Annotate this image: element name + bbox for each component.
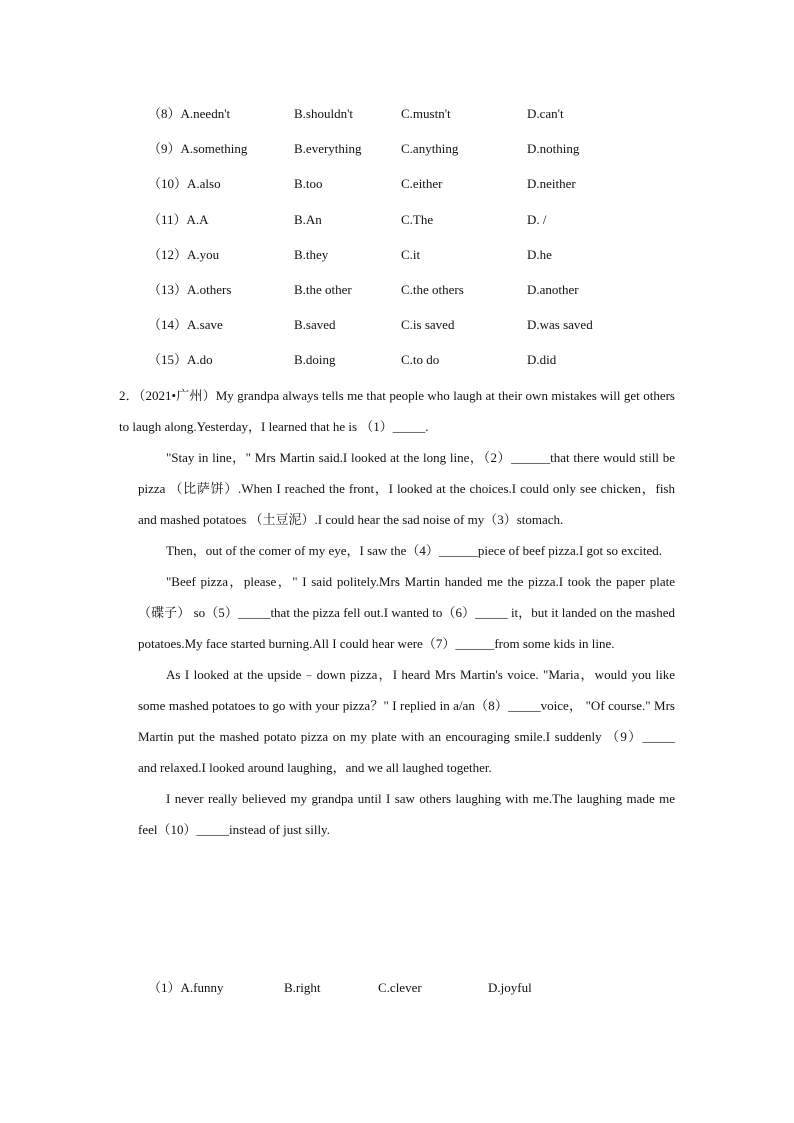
option-number: （14） xyxy=(148,317,188,333)
option-d: D. / xyxy=(527,211,547,227)
option-c: C.is saved xyxy=(401,317,455,333)
option-d: D.nothing xyxy=(527,141,580,157)
option-d: D.another xyxy=(527,281,579,297)
option-a xyxy=(148,174,221,194)
option-row xyxy=(148,315,708,350)
question-2-para-5: As I looked at the upside﹣down pizza，I heard Mrs Martin's voice. "Maria，would you like some mashed potatoes to go with your pizza？" I replied in a/an（8）_____voice， "Of course." Mrs Martin put the mashed potato pizza on my plate with an encouraging smile.I suddenly （9）_____ and relaxed.I looked around laughing，and we all laughed together. xyxy=(138,667,675,775)
option-a-text: A.something xyxy=(180,141,248,157)
option-d: D.neither xyxy=(527,176,576,192)
option-number: （8） xyxy=(148,106,181,121)
option-a xyxy=(148,139,247,159)
question-2-para-6: I never really believed my grandpa until I saw others laughing with me.The laughing made me feel（10）_____instead of just silly. xyxy=(138,791,675,837)
option-b: B.An xyxy=(294,211,322,227)
option-row xyxy=(148,245,708,280)
option-c: C.anything xyxy=(401,141,459,157)
option-number: （11） xyxy=(148,211,187,227)
option-b: B.the other xyxy=(294,281,352,297)
option-c: C.it xyxy=(401,246,421,262)
option-a: （1）A.funny xyxy=(148,980,224,995)
option-a xyxy=(148,315,223,335)
question-2-para-4: "Beef pizza，please，" I said politely.Mrs Martin handed me the pizza.I took the paper plate （碟子） so（5）_____that the pizza fell out.I wanted to（6）_____ it，but it landed on the mashed potatoes.My face started burning.All I could hear were（7）______from some kids in line. xyxy=(138,574,675,651)
option-c: C.mustn't xyxy=(401,106,451,121)
option-row xyxy=(148,139,708,174)
option-b: B.saved xyxy=(294,317,336,333)
option-row xyxy=(148,174,708,209)
question-2 xyxy=(119,380,675,845)
option-a-text: A.also xyxy=(187,176,221,192)
passage-text: My grandpa always tells me that people who laugh at their own mistakes will get others to laugh along.Yesterday，I learned that he is （1）_____. xyxy=(119,388,675,434)
option-c: C.clever xyxy=(378,980,422,995)
option-a xyxy=(148,350,213,370)
option-d: D.joyful xyxy=(488,980,532,995)
question-2-para-2: "Stay in line，" Mrs Martin said.I looked at the long line，（2）______that there would still be pizza （比萨饼）.When I reached the front，I looked at the choices.I could only see chicken，fish and mashed potatoes （土豆泥）.I could hear the sad noise of my（3）stomach. xyxy=(138,450,675,527)
option-number: （9） xyxy=(148,141,181,157)
option-a-text: A.others xyxy=(187,281,232,297)
option-number: （12） xyxy=(148,246,188,262)
option-a xyxy=(148,104,230,124)
option-row xyxy=(148,978,708,1013)
option-number: （13） xyxy=(148,281,188,297)
option-a xyxy=(148,280,231,300)
option-b: B.too xyxy=(294,176,323,192)
question-source: （2021•广州） xyxy=(138,388,216,403)
option-b: B.doing xyxy=(294,352,336,368)
option-row xyxy=(148,210,708,245)
option-c: C.either xyxy=(401,176,443,192)
option-a-text: A.you xyxy=(187,246,220,262)
option-c: C.The xyxy=(401,211,434,227)
option-a-text: A.do xyxy=(187,352,213,368)
option-d: D.did xyxy=(527,352,557,368)
option-c: C.the others xyxy=(401,281,464,297)
question-2-para-1 xyxy=(119,380,675,442)
option-number: （10） xyxy=(148,176,188,192)
question-2-para-3: Then，out of the comer of my eye，I saw the（4）______piece of beef pizza.I got so excited. xyxy=(166,543,662,558)
option-a-text: A.needn't xyxy=(180,106,231,121)
option-number: （15） xyxy=(148,352,188,368)
option-b: B.right xyxy=(284,980,321,995)
option-a xyxy=(148,210,209,230)
option-a xyxy=(148,245,219,265)
option-c: C.to do xyxy=(401,352,440,368)
previous-question-options xyxy=(148,104,708,386)
option-b: B.shouldn't xyxy=(294,106,354,121)
question-number: 2． xyxy=(119,388,139,403)
option-d: D.can't xyxy=(527,106,564,121)
option-b: B.they xyxy=(294,246,329,262)
option-row xyxy=(148,104,708,139)
option-a-text: A.A xyxy=(186,211,209,227)
question-2-options xyxy=(148,978,708,1013)
option-b: B.everything xyxy=(294,141,362,157)
option-a-text: A.save xyxy=(187,317,223,333)
option-d: D.was saved xyxy=(527,317,593,333)
option-d: D.he xyxy=(527,246,552,262)
option-row xyxy=(148,280,708,315)
